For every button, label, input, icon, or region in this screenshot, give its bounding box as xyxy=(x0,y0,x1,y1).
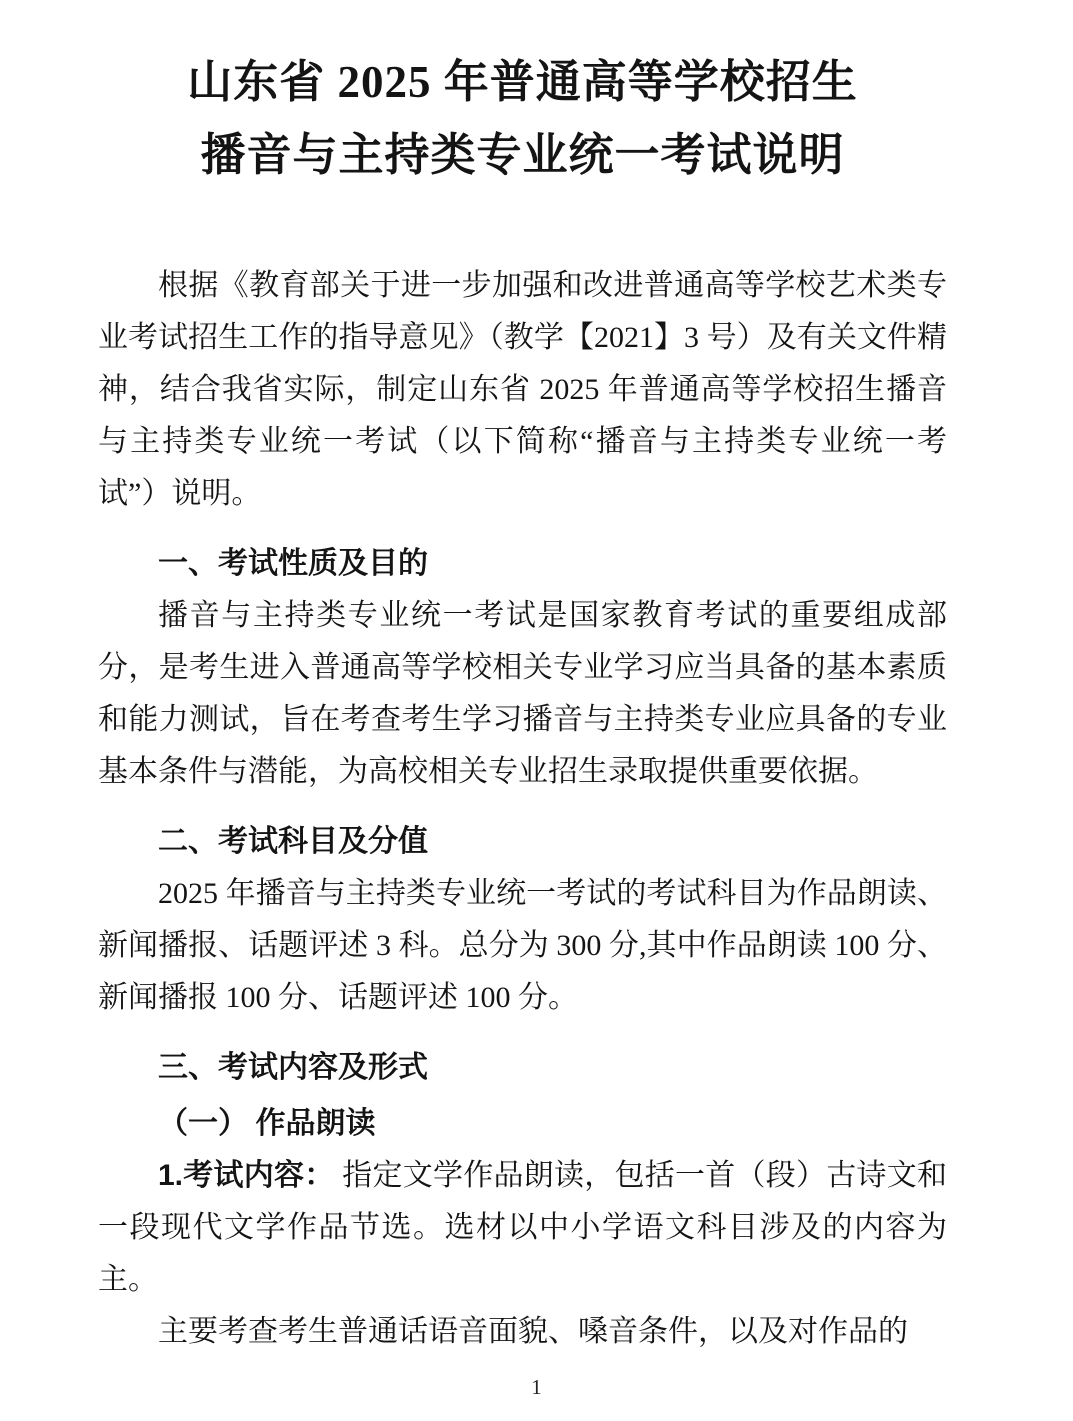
section-heading-exam-content-form: 三、考试内容及形式 xyxy=(158,1051,428,1084)
intro-paragraph: 根据《教育部关于进一步加强和改进普通高等学校艺术类专业考试招生工作的指导意见》（教学【2021】3 号）及有关文件精神，结合我省实际，制定山东省 2025 年普通高等学校招生播音与主持类专业统一考试（以下简称“播音与主持类专业统一考试”）说明。 xyxy=(98,269,947,510)
exam-content-label: 1.考试内容： xyxy=(158,1159,335,1192)
document-title-line-2: 播音与主持类专业统一考试说明 xyxy=(200,130,845,180)
exam-subjects-paragraph: 2025 年播音与主持类专业统一考试的考试科目为作品朗读、新闻播报、话题评述 3 科。总分为 300 分,其中作品朗读 100 分、新闻播报 100 分、话题评述 100 分。 xyxy=(98,877,947,1014)
document-title-line-1: 山东省 2025 年普通高等学校招生 xyxy=(187,57,858,107)
section-heading-exam-nature: 一、考试性质及目的 xyxy=(158,547,428,580)
exam-nature-paragraph: 播音与主持类专业统一考试是国家教育考试的重要组成部分，是考生进入普通高等学校相关专业学习应当具备的基本素质和能力测试，旨在考查考生学习播音与主持类专业应具备的专业基本条件与潜能，为高校相关专业招生录取提供重要依据。 xyxy=(98,599,947,788)
section-heading-exam-subjects: 二、考试科目及分值 xyxy=(158,825,428,858)
exam-content-text: 指定文学作品朗读，包括一首（段）古诗文和一段现代文学作品节选。选材以中小学语文科目涉及的内容为主。 xyxy=(98,1159,947,1296)
document-title xyxy=(98,46,947,192)
subsection-heading-work-reading: （一） 作品朗读 xyxy=(158,1107,376,1140)
page-number: 1 xyxy=(531,1375,542,1399)
voice-assessment-paragraph: 主要考查考生普通话语音面貌、嗓音条件，以及对作品的 xyxy=(158,1315,908,1348)
exam-content-paragraph xyxy=(98,1150,947,1306)
